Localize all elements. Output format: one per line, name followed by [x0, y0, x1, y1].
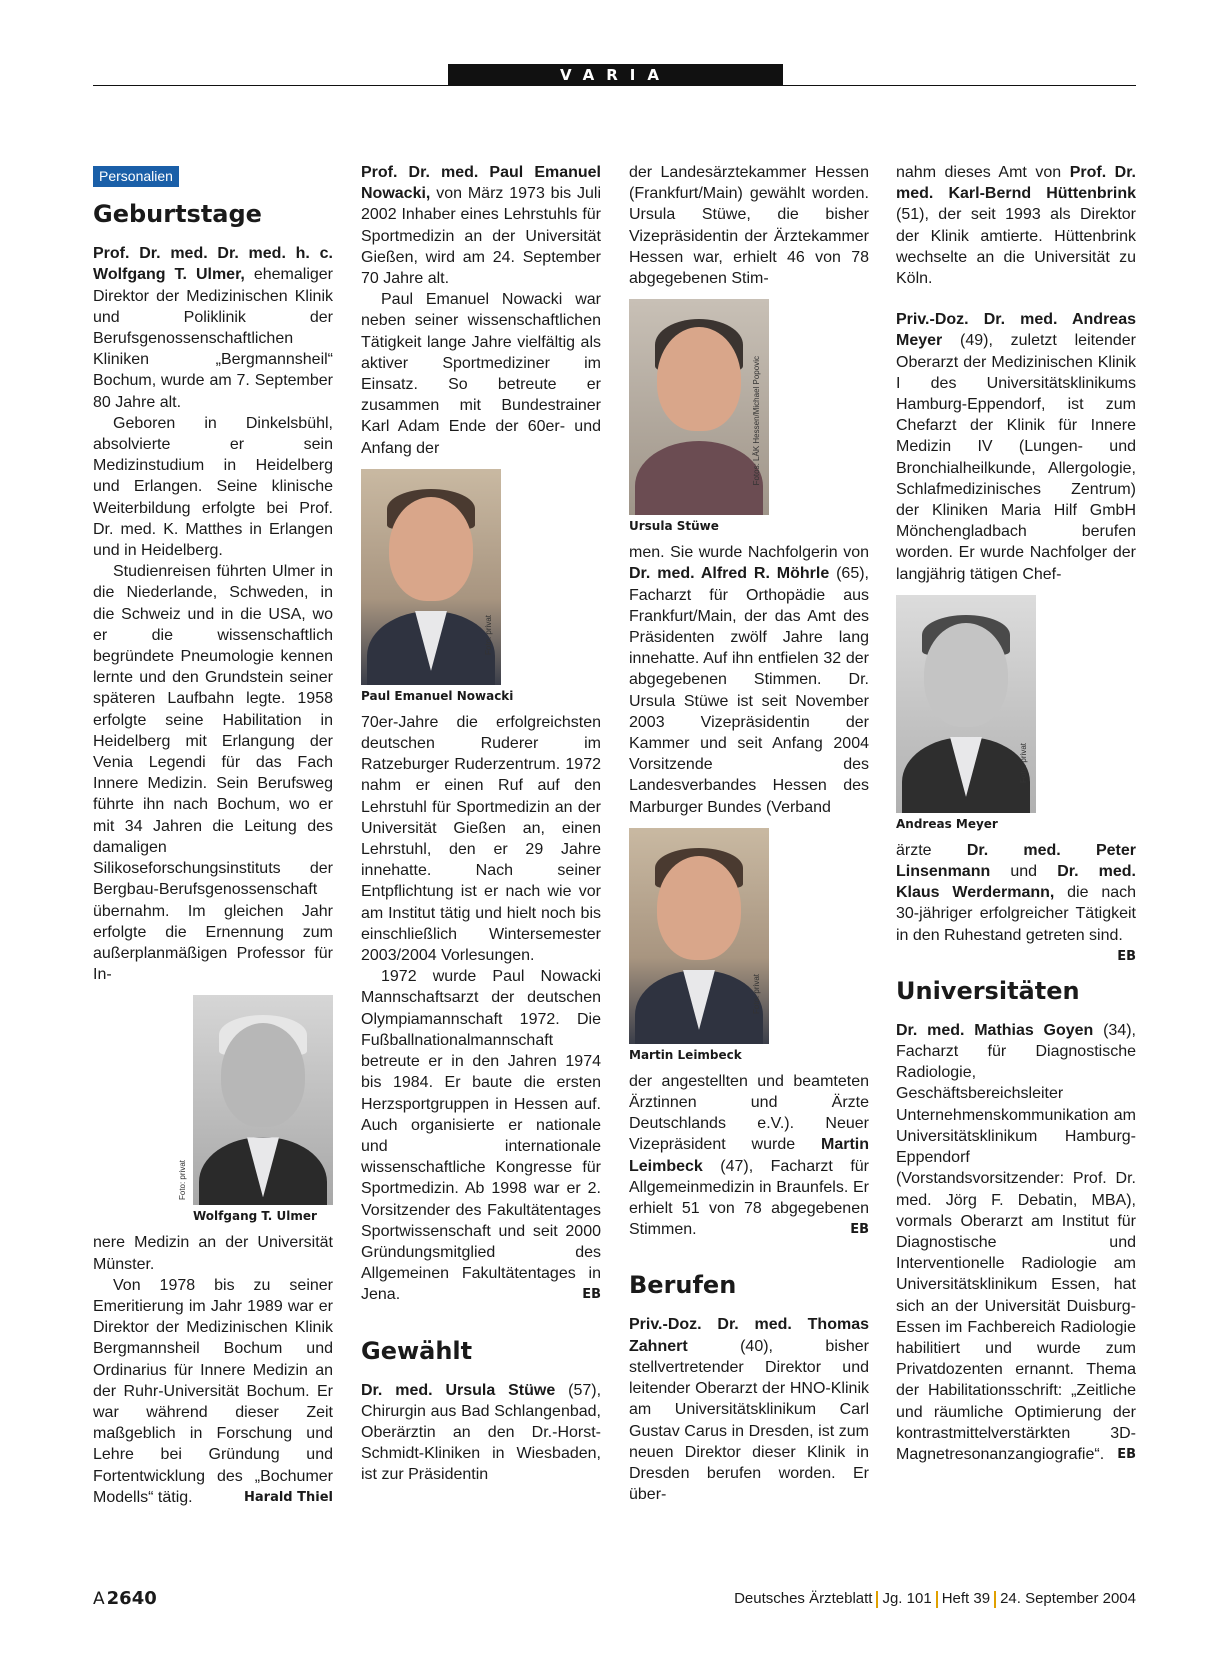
paragraph	[629, 1071, 869, 1241]
paragraph	[629, 542, 869, 818]
photo-caption: Ursula Stüwe	[629, 519, 719, 534]
paragraph-text: der angestellten und beamteten Ärztinnen und Ärzte Deutschlands e.V.). Neuer Vizepräsident wurde	[629, 1072, 869, 1154]
paragraph-text: und	[990, 863, 1058, 881]
heading-geburtstage: Geburtstage	[93, 200, 262, 229]
portrait-photo	[629, 299, 769, 515]
paragraph	[361, 162, 601, 289]
column-4	[896, 162, 1136, 1465]
author-signature: EB	[1117, 1446, 1136, 1462]
heading-universitaeten: Universitäten	[896, 976, 1080, 1005]
paragraph-text: (47), Facharzt für Allgemeinmedizin in Braunfels. Er erhielt 51 von 78 abgegebenen Stimmen.	[629, 1157, 869, 1239]
person-name: Prof. Dr. med. Paul Emanuel Nowacki,	[361, 164, 601, 203]
paragraph	[361, 1380, 601, 1486]
paragraph-text: von März 1973 bis Juli 2002 Inhaber eines Lehrstuhls für Sportmedizin an der Universität Gießen, wird am 24. September 70 Jahre alt.	[361, 185, 601, 288]
paragraph-text: ehemaliger Direktor der Medizinischen Klinik und Poliklinik der Berufsgenossenschaftlichen Kliniken „Bergmannsheil“ Bochum, wurde am 7. September 80 Jahre alt.	[93, 266, 333, 411]
person-name: Dr. med. Klaus Werdermann,	[896, 863, 1136, 902]
journal-date: 24. September 2004	[1000, 1590, 1136, 1607]
journal-info	[734, 1590, 1136, 1608]
paragraph-text: (49), zuletzt leitender Oberarzt der Medizinischen Klinik I des Universitätsklinikums Hamburg-Eppendorf, ist zum Chefarzt der Klinik für Innere Medizin IV (Lungen- und Bronchialheilkunde, Allergologie, Schlafmedizinisches Zentrum) der Kliniken Maria Hilf GmbH Mönchengladbach berufen worden. Er wurde Nachfolger der langjährig tätigen Chef-	[896, 332, 1136, 583]
paragraph-text: (65), Facharzt für Orthopädie aus Frankfurt/Main, der das Amt des Präsidenten zwölf Jahre lang innehatte. Auf ihn entfielen 32 der abgegebenen Stimmen. Dr. Ursula Stüwe ist seit November 2003 Vizepräsidentin der Kammer und seit Anfang 2004 Vorsitzende des Landesverbandes Hessen des Marburger Bundes (Verband	[629, 565, 869, 816]
paragraph: Studienreisen führten Ulmer in die Niederlande, Schweden, in die Schweiz und in die USA, wo er die wissenschaftlich begründete Pneumologie kennen lernte und den Grundstein seiner späteren Laufbahn legte. 1958 erfolgte seine Habilitation in Heidelberg mit Erlangung der Venia Legendi für das Fach Innere Medizin. Sein Berufsweg führte ihn nach Bochum, wo er mit 34 Jahren die Leitung des damaligen Silikoseforschungsinstituts der Bergbau-Berufsgenossenschaft übernahm. Im gleichen Jahr erfolgte die Ernennung zum außerplanmäßigen Professor für In-	[93, 563, 333, 984]
figure-stuewe	[629, 299, 869, 534]
paragraph-text: nahm dieses Amt von	[896, 164, 1070, 181]
figure-meyer	[896, 595, 1136, 832]
paragraph-text: (51), der seit 1993 als Direktor der Klinik amtierte. Hüttenbrink wechselte an die Universität zu Köln.	[896, 206, 1136, 288]
person-name: Dr. med. Peter Linsenmann	[896, 841, 1136, 881]
person-name: Priv.-Doz. Dr. med. Thomas Zahnert	[629, 1316, 869, 1355]
paragraph	[896, 1020, 1136, 1465]
person-name: Dr. med. Ursula Stüwe	[361, 1381, 556, 1399]
paragraph: Paul Emanuel Nowacki war neben seiner wissenschaftlichen Tätigkeit lange Jahre vielfältig als aktiver Sportmediziner im Einsatz. So betreute er zusammen mit Bundestrainer Karl Adam Ende der 60er- und Anfang der	[361, 291, 601, 457]
paragraph-text: Von 1978 bis zu seiner Emeritierung im Jahr 1989 war er Direktor der Medizinischen Klinik Bergmannsheil Bochum und Ordinarius für Innere Medizin an der Ruhr-Universität Bochum. Er war während dieser Zeit maßgeblich in Forschung und Lehre bei Gründung und Fortentwicklung des „Bochumer Modells“ tätig.	[93, 1276, 333, 1506]
person-name: Dr. med. Mathias Goyen	[896, 1021, 1094, 1039]
page-number	[93, 1588, 157, 1609]
category-tag: Personalien	[93, 166, 179, 187]
photo-credit: Fotos: LÄK Hessen/Michael Popovic	[751, 355, 761, 486]
paragraph: 70er-Jahre die erfolgreichsten deutschen Ruderer im Ratzeburger Ruderzentrum. 1972 nahm er einen Ruf auf den Lehrstuhl für Sportmedizin an der Universität Gießen an, einen Lehrstuhl, den er 29 Jahre innehatte. Nach seiner Entpflichtung ist er nach wie vor am Institut tätig und hielt noch bis einschließlich Wintersemester 2003/2004 Vorlesungen.	[361, 713, 601, 965]
page-number-value: 2640	[106, 1588, 157, 1609]
photo-credit: Foto: privat	[178, 1160, 187, 1201]
figure-nowacki	[361, 469, 601, 704]
figure-ulmer	[193, 995, 333, 1224]
author-signature: EB	[1117, 948, 1136, 964]
photo-caption: Paul Emanuel Nowacki	[361, 688, 514, 703]
portrait-photo	[361, 469, 501, 685]
figure-leimbeck	[629, 828, 869, 1063]
section-header: VARIA	[448, 64, 783, 86]
paragraph-text: men. Sie wurde Nachfolgerin von	[629, 544, 869, 562]
person-name: Priv.-Doz. Dr. med. Andreas Meyer	[896, 311, 1136, 350]
paragraph-text: ärzte	[896, 841, 967, 859]
paragraph	[896, 309, 1136, 585]
person-name: Martin Leimbeck	[629, 1136, 869, 1175]
column-2	[361, 162, 601, 1486]
portrait-photo	[629, 828, 769, 1044]
author-signature: Harald Thiel	[244, 1489, 333, 1505]
photo-credit: Foto: privat	[1018, 742, 1028, 783]
paragraph-text: die nach 30-jähriger erfolgreicher Tätigkeit in den Ruhestand getreten sind.	[896, 884, 1137, 944]
paragraph-text: 1972 wurde Paul Nowacki Mannschaftsarzt der deutschen Olympiamannschaft 1972. Die Fußballnationalmannschaft betreute er in den Jahren 1974 bis 1984. Er baute die ersten Herzsportgruppen in Hessen auf. Auch organisierte er nationale und internationale wissenschaftliche Kongresse für Sportmedizin. Ab 1998 war er 2. Vorsitzender des Fakultätentages Sportwissenschaft und seit 2000 Gründungsmitglied des Allgemeinen Fakultätentages in Jena.	[361, 968, 601, 1304]
journal-issue: Heft 39	[941, 1590, 991, 1607]
page-prefix: A	[93, 1589, 105, 1609]
photo-credit: Foto: privat	[483, 614, 493, 655]
paragraph-text: (34), Facharzt für Diagnostische Radiologie, Geschäftsbereichsleiter Unternehmenskommunikation am Universitätsklinikum Hamburg-Eppendorf (Vorstandsvorsitzender: Prof. Dr. med. Jörg F. Debatin, MBA), vormals Oberarzt am Institut für Diagnostische und Interventionelle Radiologie am Universitätsklinikum Essen, hat sich an der Universität Duisburg-Essen im Fachbereich Radiologie habilitiert und wurde zum Privatdozenten ernannt. Thema der Habilitationsschrift: „Zeitliche und räumliche Optimierung der kontrastmittelverstärkten 3D-Magnetresonanzangiografie“.	[896, 1021, 1137, 1463]
separator	[994, 1591, 996, 1608]
paragraph-text: (57), Chirurgin aus Bad Schlangenbad, Oberärztin an den Dr.-Horst-Schmidt-Kliniken in Wiesbaden, ist zur Präsidentin	[361, 1381, 602, 1484]
paragraph	[93, 1275, 333, 1508]
paragraph-text: (40), bisher stellvertretender Direktor und leitender Oberarzt der HNO-Klinik am Universitätsklinikum Carl Gustav Carus in Dresden, ist zum neuen Direktor dieser Klinik in Dresden berufen worden. Er über-	[629, 1337, 869, 1504]
paragraph: der Landesärztekammer Hessen (Frankfurt/Main) gewählt worden. Ursula Stüwe, die bisher Vizepräsidentin der Ärztekammer Hessen war, erhielt 46 von 78 abgegebenen Stim-	[629, 164, 869, 288]
portrait-photo	[896, 595, 1036, 813]
paragraph	[629, 1314, 869, 1505]
author-signature: EB	[850, 1222, 869, 1238]
portrait-photo	[193, 995, 333, 1205]
heading-berufen: Berufen	[629, 1271, 737, 1300]
photo-credit: Foto: privat	[751, 973, 761, 1014]
column-3	[629, 162, 869, 1505]
page-footer	[93, 1588, 1136, 1609]
separator	[936, 1591, 938, 1608]
photo-caption: Martin Leimbeck	[629, 1047, 742, 1062]
paragraph	[896, 162, 1136, 289]
journal-volume: Jg. 101	[882, 1590, 932, 1607]
paragraph: nere Medizin an der Universität Münster.	[93, 1234, 333, 1273]
journal-name: Deutsches Ärzteblatt	[734, 1590, 873, 1607]
separator	[876, 1591, 878, 1608]
photo-caption: Andreas Meyer	[896, 816, 998, 831]
paragraph	[896, 840, 1137, 964]
author-signature: EB	[582, 1287, 601, 1303]
column-1	[93, 162, 333, 1508]
paragraph: Geboren in Dinkelsbühl, absolvierte er sein Medizinstudium in Heidelberg und Erlangen. Seine klinische Weiterbildung erfolgte bei Prof. Dr. med. K. Matthes in Erlangen und in Heidelberg.	[93, 414, 333, 560]
header-rule	[93, 85, 1136, 86]
paragraph	[93, 243, 333, 413]
person-name: Dr. med. Alfred R. Möhrle	[629, 565, 830, 583]
photo-caption: Wolfgang T. Ulmer	[193, 1209, 317, 1224]
person-name: Prof. Dr. med. Karl-Bernd Hüttenbrink	[896, 164, 1137, 203]
person-name: Prof. Dr. med. Dr. med. h. c. Wolfgang T. Ulmer,	[93, 245, 333, 284]
paragraph	[361, 966, 601, 1305]
heading-gewaehlt: Gewählt	[361, 1336, 473, 1365]
